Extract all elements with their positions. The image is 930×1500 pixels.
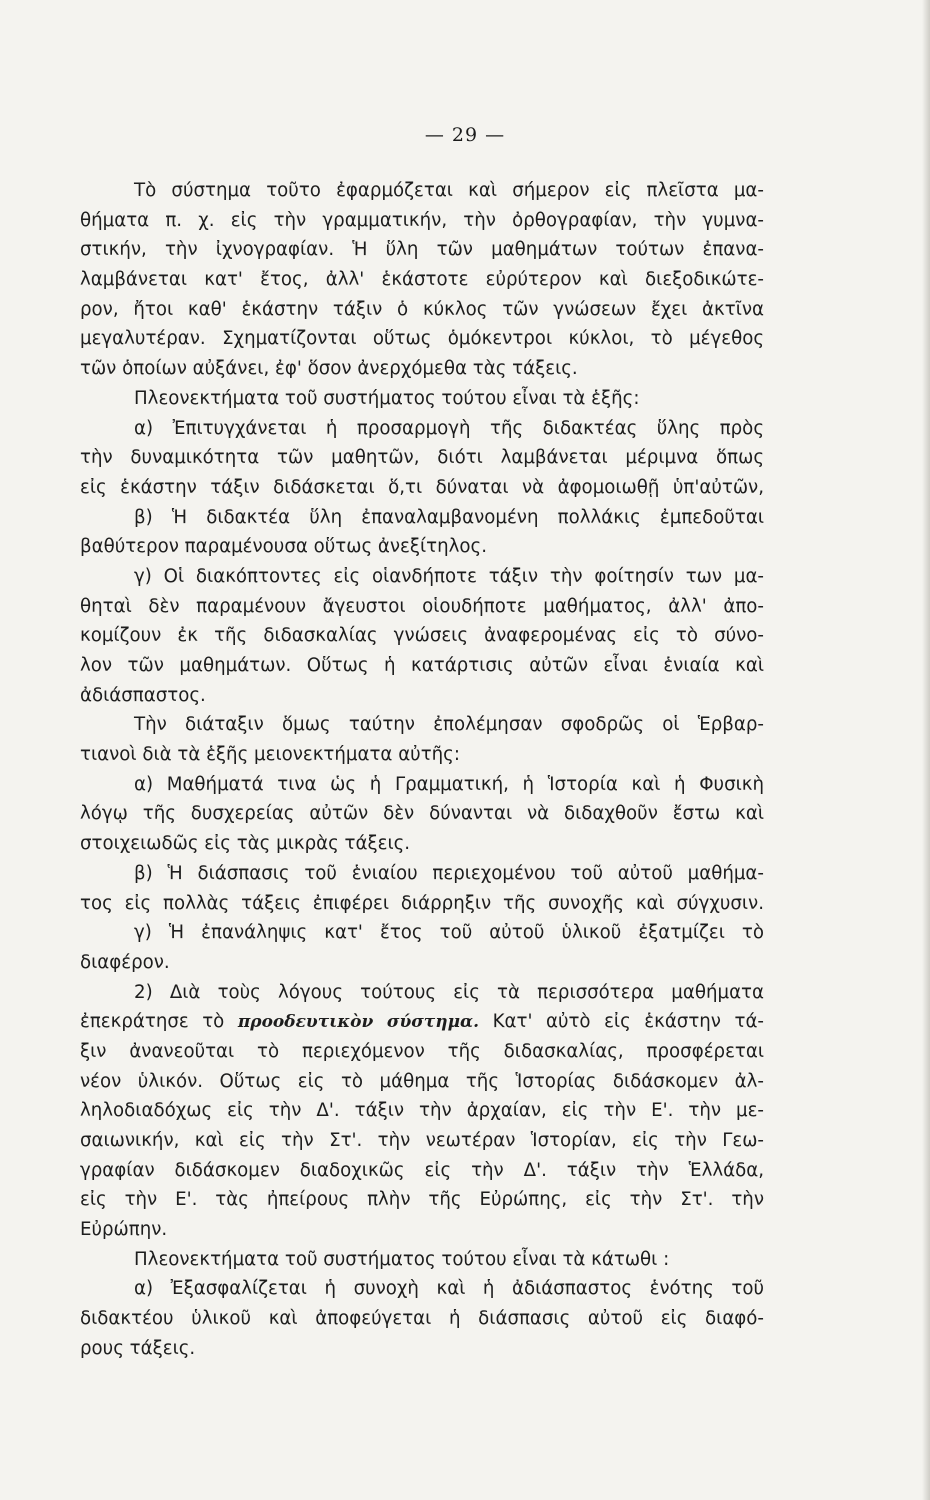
- page-edge: [922, 0, 930, 1500]
- body-text: [80, 176, 764, 1364]
- text-line: τὴν δυναμικότητα τῶν μαθητῶν, διότι λαμβάνεται μέριμνα ὅπως: [80, 447, 764, 469]
- text-line: θηταὶ δὲν παραμένουν ἄγευστοι οἱουδήποτε μαθήματος, ἀλλ' ἀπο-: [80, 595, 764, 617]
- text-line: γ) Ἡ ἐπανάληψις κατ' ἔτος τοῦ αὐτοῦ ὑλικοῦ ἐξατμίζει τὸ: [134, 922, 764, 944]
- text-line: τος εἰς πολλὰς τάξεις ἐπιφέρει διάρρηξιν τῆς συνοχῆς καὶ σύγχυσιν.: [80, 892, 764, 914]
- page-number: — 29 —: [424, 124, 506, 146]
- text-line: θήματα π. χ. εἰς τὴν γραμματικήν, τὴν ὀρθογραφίαν, τὴν γυμνα-: [80, 209, 764, 231]
- text-line: σαιωνικήν, καὶ εἰς τὴν Στ'. τὴν νεωτέραν Ἱστορίαν, εἰς τὴν Γεω-: [80, 1130, 764, 1151]
- text-line: βαθύτερον παραμένουσα οὕτως ἀνεξίτηλος.: [80, 536, 488, 558]
- text-line: γ) Οἱ διακόπτοντες εἰς οἱανδήποτε τάξιν τὴν φοίτησίν των μα-: [134, 565, 764, 587]
- text-line: ἀδιάσπαστος.: [80, 684, 206, 706]
- text-line: λαμβάνεται κατ' ἔτος, ἀλλ' ἑκάστοτε εὐρύτερον καὶ διεξοδικώτε-: [80, 269, 764, 291]
- text-line: γραφίαν διδάσκομεν διαδοχικῶς εἰς τὴν Δ'. τάξιν τὴν Ἑλλάδα,: [80, 1159, 764, 1181]
- text-line: Εὐρώπην.: [80, 1219, 168, 1241]
- text-line: εἰς τὴν Ε'. τὰς ἠπείρους πλὴν τῆς Εὐρώπης, εἰς τὴν Στ'. τὴν: [80, 1189, 764, 1211]
- text-line: Πλεονεκτήματα τοῦ συστήματος τούτου εἶναι τὰ κάτωθι :: [134, 1248, 670, 1270]
- text-line: νέον ὑλικόν. Οὕτως εἰς τὸ μάθημα τῆς Ἱστορίας διδάσκομεν ἀλ-: [80, 1070, 764, 1092]
- text-line: α) Ἐξασφαλίζεται ἡ συνοχὴ καὶ ἡ ἀδιάσπαστος ἑνότης τοῦ: [134, 1278, 764, 1300]
- text-line: β) Ἡ διδακτέα ὕλη ἐπαναλαμβανομένη πολλάκις ἐμπεδοῦται: [134, 506, 764, 528]
- text-line: διαφέρον.: [80, 951, 170, 973]
- text-line: τιανοὶ διὰ τὰ ἑξῆς μειονεκτήματα αὐτῆς:: [80, 744, 460, 766]
- text-line: διδακτέου ὑλικοῦ καὶ ἀποφεύγεται ἡ διάσπασις αὐτοῦ εἰς διαφό-: [80, 1308, 764, 1330]
- text-line: β) Ἡ διάσπασις τοῦ ἑνιαίου περιεχομένου τοῦ αὐτοῦ μαθήμα-: [134, 862, 764, 884]
- text-line: [80, 1007, 764, 1037]
- text-line: ληλοδιαδόχως εἰς τὴν Δ'. τάξιν τὴν ἀρχαίαν, εἰς τὴν Ε'. τὴν με-: [80, 1100, 764, 1122]
- text-segment: Κατ' αὐτὸ εἰς ἑκάστην τά-: [479, 1011, 764, 1033]
- text-line: α) Ἐπιτυγχάνεται ἡ προσαρμογὴ τῆς διδακτέας ὕλης πρὸς: [134, 417, 764, 439]
- text-line: Πλεονεκτήματα τοῦ συστήματος τούτου εἶναι τὰ ἑξῆς:: [134, 387, 640, 409]
- text-line: στοιχειωδῶς εἰς τὰς μικρὰς τάξεις.: [80, 833, 411, 855]
- emphasized-term: προοδευτικὸν σύστημα.: [237, 1012, 480, 1033]
- text-line: τῶν ὁποίων αὐξάνει, ἐφ' ὅσον ἀνερχόμεθα τὰς τάξεις.: [80, 358, 578, 380]
- text-line: ρους τάξεις.: [80, 1337, 196, 1359]
- text-line: λόγῳ τῆς δυσχερείας αὐτῶν δὲν δύνανται νὰ διδαχθοῦν ἔστω καὶ: [80, 803, 764, 825]
- text-line: λον τῶν μαθημάτων. Οὕτως ἡ κατάρτισις αὐτῶν εἶναι ἑνιαία καὶ: [80, 655, 764, 676]
- text-line: στικήν, τὴν ἰχνογραφίαν. Ἡ ὕλη τῶν μαθημάτων τούτων ἐπανα-: [80, 239, 764, 261]
- text-line: α) Μαθήματά τινα ὡς ἡ Γραμματική, ἡ Ἱστορία καὶ ἡ Φυσικὴ: [134, 773, 764, 795]
- text-line: εἰς ἑκάστην τάξιν διδάσκεται ὅ,τι δύναται νὰ ἀφομοιωθῇ ὑπ'αὐτῶν,: [80, 476, 764, 498]
- text-line: μεγαλυτέραν. Σχηματίζονται οὕτως ὁμόκεντροι κύκλοι, τὸ μέγεθος: [80, 328, 764, 350]
- text-line: 2) Διὰ τοὺς λόγους τούτους εἰς τὰ περισσότερα μαθήματα: [134, 981, 764, 1003]
- text-segment: ἐπεκράτησε τὸ: [80, 1011, 238, 1033]
- text-line: κομίζουν ἐκ τῆς διδασκαλίας γνώσεις ἀναφερομένας εἰς τὸ σύνο-: [80, 625, 764, 647]
- text-line: Τὸ σύστημα τοῦτο ἐφαρμόζεται καὶ σήμερον εἰς πλεῖστα μα-: [134, 180, 764, 201]
- text-line: ρον, ἤτοι καθ' ἑκάστην τάξιν ὁ κύκλος τῶν γνώσεων ἔχει ἀκτῖνα: [80, 298, 764, 320]
- text-line: Τὴν διάταξιν ὅμως ταύτην ἐπολέμησαν σφοδρῶς οἱ Ἑρβαρ-: [134, 714, 764, 736]
- text-line: ξιν ἀνανεοῦται τὸ περιεχόμενον τῆς διδασκαλίας, προσφέρεται: [80, 1040, 764, 1062]
